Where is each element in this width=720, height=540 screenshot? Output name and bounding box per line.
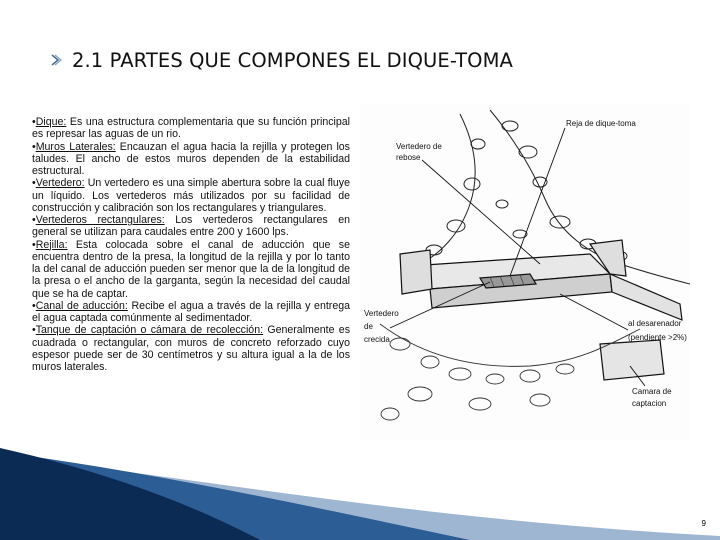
left-wall bbox=[400, 250, 432, 294]
label-desarenador-2: (pendiente >2%) bbox=[628, 333, 687, 342]
list-item: •Rejilla: Esta colocada sobre el canal de aducción que se encuentra dentro de la presa, la longitud de la rejilla y por lo tanto la del canal de aducción pueden ser menor que la de la longitud de la presa o el ancho de la garganta, según la necesidad del caudal que se ha de captar. bbox=[32, 238, 350, 300]
list-item: •Muros Laterales: Encauzan el agua hacia la rejilla y protegen los taludes. El ancho de estos muros dependen de la estabilidad estructural. bbox=[32, 140, 350, 177]
label-reja: Reja de dique-toma bbox=[566, 119, 636, 128]
dique-toma-diagram bbox=[360, 104, 690, 440]
label-camara: Camara de bbox=[632, 387, 672, 396]
title-row bbox=[50, 44, 513, 76]
page-number: 9 bbox=[701, 519, 706, 528]
item-term: Canal de aducción: bbox=[35, 299, 128, 312]
body-text bbox=[32, 116, 350, 373]
item-term: Tanque de captación o cámara de recolección: bbox=[35, 324, 264, 337]
item-term: Vertedero: bbox=[35, 177, 85, 190]
item-text: Generalmente es cuadrada o rectangular, con muros de concreto reforzado cuyo espesor puede ser de 30 centímetros y su altura igual a la de los muros laterales. bbox=[32, 324, 350, 373]
list-item: •Vertederos rectangulares: Los vertederos rectangulares en general se utilizan para caudales entre 200 y 1600 lps. bbox=[32, 214, 350, 239]
slide-title: 2.1 PARTES QUE COMPONES EL DIQUE-TOMA bbox=[72, 48, 513, 72]
collection-chamber bbox=[600, 340, 664, 380]
item-term: Dique: bbox=[35, 116, 67, 128]
label-vertedero-crecida-2: de bbox=[364, 322, 373, 331]
item-term: Muros Laterales: bbox=[35, 140, 116, 153]
item-text: Es una estructura complementaria que su función principal es represar las aguas de un rio. bbox=[32, 116, 350, 141]
item-term: Rejilla: bbox=[35, 238, 68, 251]
item-text: Esta colocada sobre el canal de aducción que se encuentra dentro de la presa, la longitud de la rejilla y por lo tanto la del canal de aducción pueden ser menor que la de la longitud de la presa o el ancho de la garganta, según la necesidad del caudal que se ha de captar. bbox=[32, 238, 350, 300]
decorative-bottom-band bbox=[0, 448, 720, 540]
item-text: Los vertederos rectangulares en general se utilizan para caudales entre 200 y 1600 lps. bbox=[32, 214, 350, 239]
label-vertedero-rebose-2: rebose bbox=[396, 153, 421, 162]
list-item: •Vertedero: Un vertedero es una simple abertura sobre la cual fluye un líquido. Los vertederos más utilizados por su facilidad de construcción y calibración son los rectangulares y triangulares. bbox=[32, 177, 350, 214]
arrow-bullet-icon bbox=[50, 53, 62, 67]
list-item: •Dique: Es una estructura complementaria que su función principal es represar las aguas de un rio. bbox=[32, 116, 350, 141]
label-vertedero-crecida: Vertedero bbox=[364, 309, 399, 318]
item-text: Un vertedero es una simple abertura sobre la cual fluye un líquido. Los vertederos más utilizados por su facilidad de construcción y calibración son los rectangulares y triangulares. bbox=[32, 177, 350, 214]
list-item: •Tanque de captación o cámara de recolección: Generalmente es cuadrada o rectangular, con muros de concreto reforzado cuyo espesor puede ser de 30 centímetros y su altura igual a la de los muros laterales. bbox=[32, 324, 350, 373]
label-vertedero-crecida-3: crecida bbox=[364, 335, 390, 344]
label-desarenador: al desarenador bbox=[628, 319, 682, 328]
item-term: Vertederos rectangulares: bbox=[35, 214, 165, 226]
list-item: •Canal de aducción: Recibe el agua a través de la rejilla y entrega el agua captada comúnmente al sedimentador. bbox=[32, 299, 350, 324]
item-text: Recibe el agua a través de la rejilla y entrega el agua captada comúnmente al sedimentador. bbox=[32, 299, 350, 324]
label-camara-2: captacion bbox=[632, 399, 667, 408]
item-text: Encauzan el agua hacia la rejilla y protegen los taludes. El ancho de estos muros dependen de la estabilidad estructural. bbox=[32, 140, 350, 177]
label-vertedero-rebose: Vertedero de bbox=[396, 142, 442, 151]
